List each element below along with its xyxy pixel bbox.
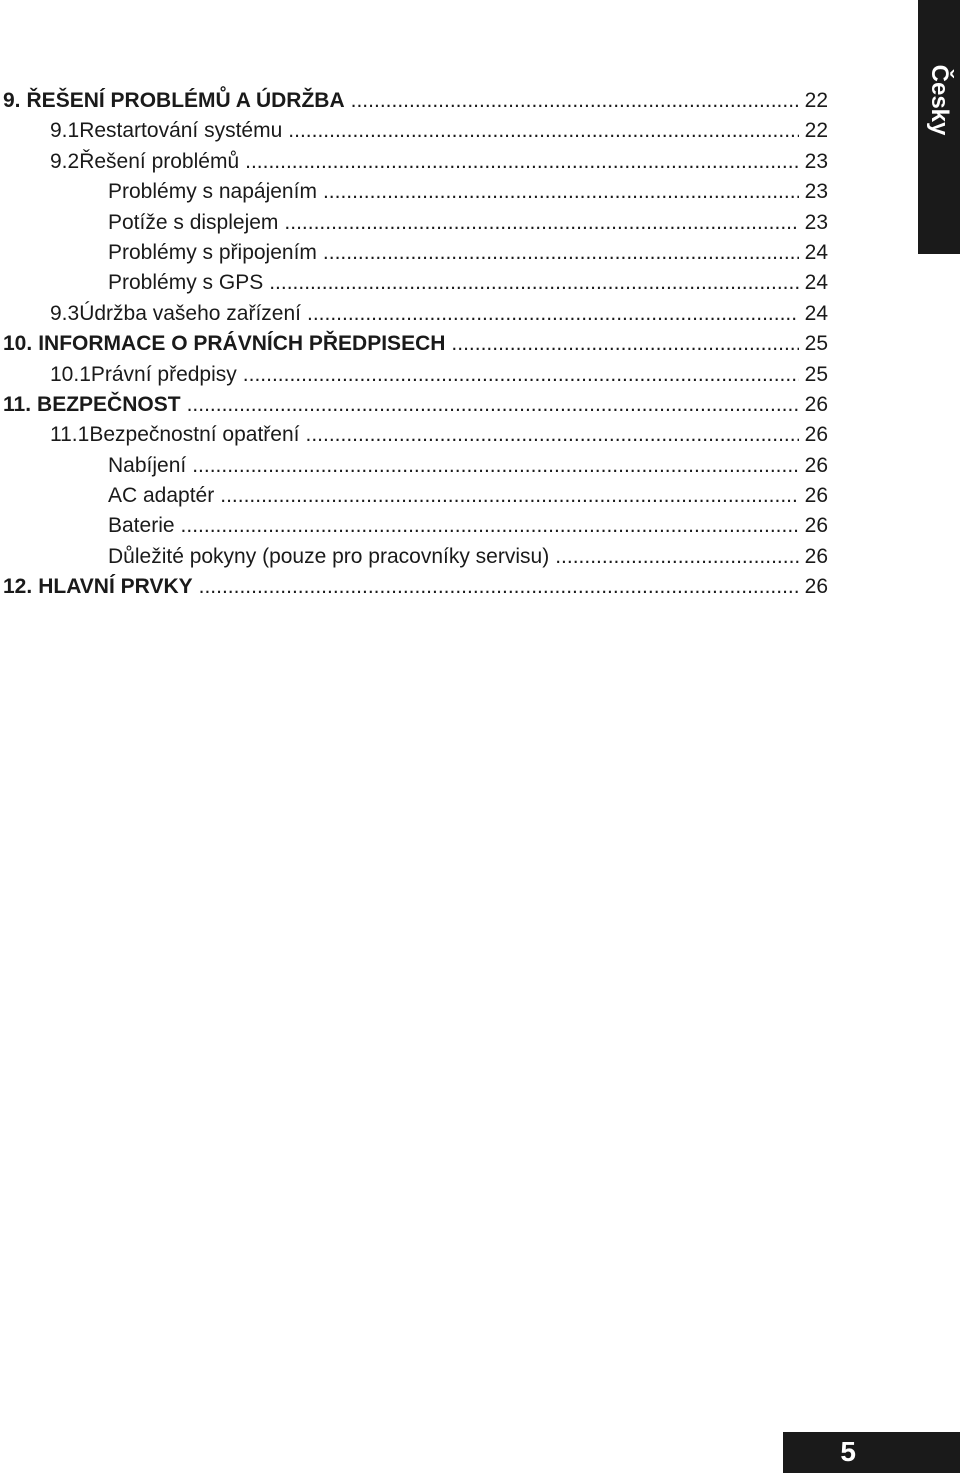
toc-entry-12[interactable] <box>0 575 828 605</box>
toc-label: AC adaptér <box>108 484 215 508</box>
dot-leader <box>323 241 799 265</box>
toc-page: 23 <box>804 210 828 234</box>
toc-label: Problémy s napájením <box>108 180 317 204</box>
toc-entry-battery[interactable] <box>0 514 828 544</box>
page-number: 5 <box>840 1436 856 1467</box>
toc-entry-10-1[interactable] <box>0 363 828 393</box>
toc-label: Problémy s připojením <box>108 240 317 264</box>
language-tab-label: Česky <box>926 64 953 136</box>
table-of-contents <box>0 89 828 606</box>
toc-number: 9.2 <box>50 149 80 173</box>
toc-label: Nabíjení <box>108 453 187 477</box>
toc-number: 9. <box>3 89 21 112</box>
toc-page: 24 <box>804 271 828 295</box>
dot-leader <box>269 271 798 295</box>
toc-page: 26 <box>804 544 828 568</box>
toc-number: 9.1 <box>50 119 80 143</box>
toc-page: 26 <box>804 392 828 416</box>
toc-entry-charging[interactable] <box>0 454 828 484</box>
toc-number: 11. <box>3 392 32 416</box>
toc-entry-connection-problems[interactable] <box>0 241 828 271</box>
toc-label: Důležité pokyny (pouze pro pracovníky servisu) <box>108 544 550 568</box>
toc-label: Bezpečnostní opatření <box>89 423 300 447</box>
toc-entry-10[interactable] <box>0 332 828 362</box>
toc-label: ŘEŠENÍ PROBLÉMŮ A ÚDRŽBA <box>26 89 345 112</box>
toc-page: 26 <box>804 484 828 508</box>
toc-number: 11.1 <box>50 423 90 447</box>
dot-leader <box>288 119 798 143</box>
toc-page: 25 <box>804 362 828 386</box>
toc-page: 22 <box>804 119 828 143</box>
toc-page: 26 <box>804 514 828 538</box>
toc-label: Baterie <box>108 514 175 538</box>
dot-leader <box>192 454 798 478</box>
toc-entry-gps-problems[interactable] <box>0 271 828 301</box>
dot-leader <box>243 363 799 387</box>
dot-leader <box>351 89 799 113</box>
toc-entry-power-problems[interactable] <box>0 180 828 210</box>
toc-label: Právní předpisy <box>90 362 237 386</box>
page-number-badge <box>783 1432 960 1473</box>
toc-label: Problémy s GPS <box>108 271 264 295</box>
toc-label: INFORMACE O PRÁVNÍCH PŘEDPISECH <box>38 332 446 356</box>
toc-entry-service-instructions[interactable] <box>0 545 828 575</box>
toc-page: 26 <box>804 423 828 447</box>
dot-leader <box>181 514 799 538</box>
toc-entry-ac-adapter[interactable] <box>0 484 828 514</box>
toc-number: 9.3 <box>50 301 80 325</box>
toc-entry-11[interactable] <box>0 393 828 423</box>
toc-number: 10. <box>3 332 33 356</box>
toc-page: 26 <box>804 453 828 477</box>
toc-page: 22 <box>804 89 828 112</box>
dot-leader <box>245 150 799 174</box>
toc-label: Údržba vašeho zařízení <box>79 301 301 325</box>
toc-label: Potíže s displejem <box>108 210 279 234</box>
toc-entry-display-problems[interactable] <box>0 211 828 241</box>
toc-label: Řešení problémů <box>79 149 240 173</box>
dot-leader <box>307 302 799 326</box>
dot-leader <box>451 332 798 356</box>
dot-leader <box>555 545 798 569</box>
toc-label: Restartování systému <box>79 119 283 143</box>
dot-leader <box>199 575 799 599</box>
toc-entry-9-1[interactable] <box>0 119 828 149</box>
toc-number: 10.1 <box>50 362 91 386</box>
dot-leader <box>305 423 798 447</box>
toc-number: 12. <box>3 575 33 599</box>
toc-entry-9-3[interactable] <box>0 302 828 332</box>
dot-leader <box>284 211 798 235</box>
toc-page: 24 <box>804 240 828 264</box>
toc-page: 26 <box>804 575 828 599</box>
toc-label: BEZPEČNOST <box>37 392 181 416</box>
language-tab <box>918 0 960 254</box>
dot-leader <box>187 393 799 417</box>
toc-entry-9[interactable] <box>0 89 828 119</box>
toc-page: 23 <box>804 180 828 204</box>
dot-leader <box>323 180 799 204</box>
toc-label: HLAVNÍ PRVKY <box>38 575 193 599</box>
toc-entry-11-1[interactable] <box>0 423 828 453</box>
toc-entry-9-2[interactable] <box>0 150 828 180</box>
toc-page: 25 <box>804 332 828 356</box>
toc-page: 23 <box>804 149 828 173</box>
dot-leader <box>220 484 798 508</box>
toc-page: 24 <box>804 301 828 325</box>
